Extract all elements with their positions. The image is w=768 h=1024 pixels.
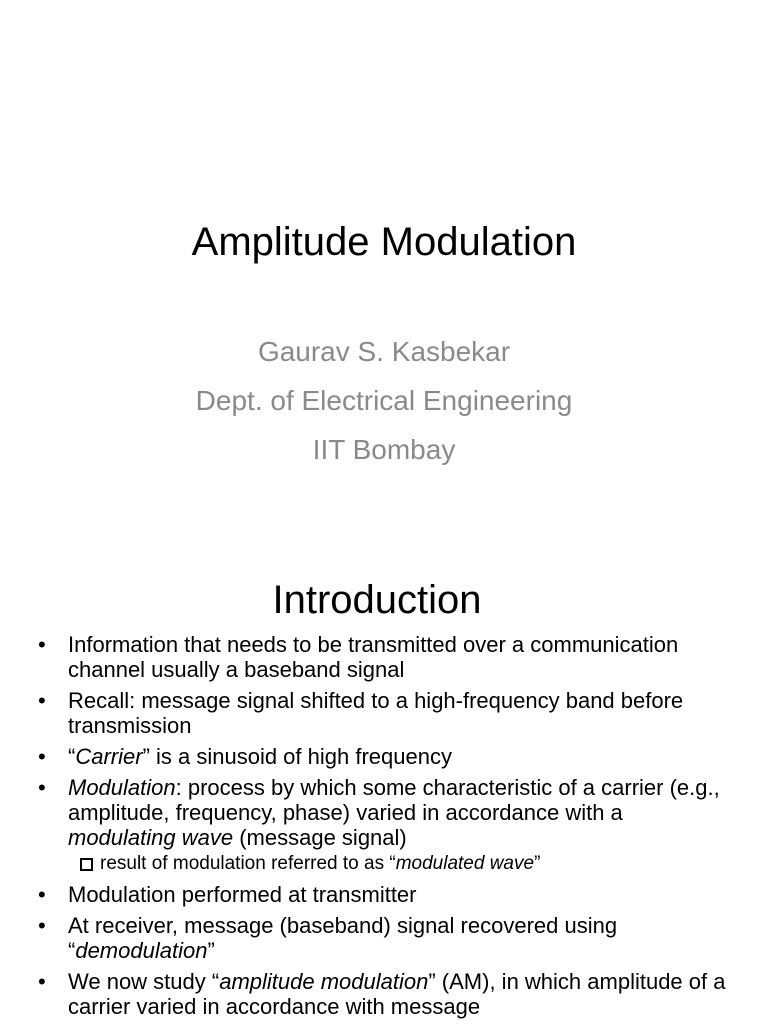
- author-name: Gaurav S. Kasbekar: [257, 336, 511, 367]
- bullet-text-part: ” is a sinusoid of high frequency: [142, 744, 452, 769]
- bullet-text-part: “: [68, 744, 76, 769]
- bullet-text-part: We now study “: [68, 969, 220, 994]
- institute-name: IIT Bombay: [312, 434, 456, 465]
- department-name: Dept. of Electrical Engineering: [195, 385, 573, 416]
- bullet-emphasis: amplitude modulation: [219, 969, 429, 994]
- sub-bullet-text-part: ”: [534, 853, 541, 874]
- bullet-item: [0, 882, 768, 907]
- bullet-icon: •: [38, 688, 46, 713]
- bullet-emphasis: modulating wave: [68, 825, 234, 850]
- bullet-icon: •: [38, 969, 46, 994]
- sub-bullet-text-part: result of modulation referred to as “: [100, 853, 396, 874]
- bullet-item: [0, 632, 768, 682]
- bullet-text-part: ” (AM), in which amplitude of a carrier varied in accordance with message: [68, 969, 726, 1019]
- bullet-icon: •: [38, 882, 46, 907]
- bullet-text: Information that needs to be transmitted over a communication channel usually a baseband signal: [68, 632, 679, 682]
- bullet-item: [0, 744, 768, 769]
- bullet-text: Modulation performed at transmitter: [68, 882, 417, 907]
- sub-bullet-emphasis: modulated wave: [395, 853, 535, 874]
- slide-title: Amplitude Modulation: [191, 220, 577, 264]
- bullet-list: [0, 632, 768, 1024]
- bullet-icon: •: [38, 632, 46, 657]
- bullet-text-part: At receiver, message (baseband) signal recovered using “: [68, 913, 618, 963]
- bullet-item: [0, 913, 768, 963]
- sub-bullet-item: [0, 852, 768, 876]
- bullet-emphasis: demodulation: [75, 938, 208, 963]
- bullet-icon: •: [38, 775, 46, 800]
- bullet-item: [0, 969, 768, 1019]
- bullet-text-part: : process by which some characteristic of a carrier (e.g., amplitude, frequency, phase) varied in accordance with a: [68, 775, 720, 825]
- bullet-item: [0, 688, 768, 738]
- bullet-emphasis: Modulation: [68, 775, 176, 800]
- bullet-text: Recall: message signal shifted to a high-frequency band before transmission: [68, 688, 684, 738]
- checkbox-bullet-icon: [80, 858, 93, 871]
- bullet-text-part: ”: [207, 938, 215, 963]
- bullet-item: [0, 775, 768, 850]
- bullet-text-part: (message signal): [233, 825, 407, 850]
- bullet-icon: •: [38, 913, 46, 938]
- section-title: Introduction: [272, 578, 482, 622]
- bullet-icon: •: [38, 744, 46, 769]
- bullet-emphasis: Carrier: [75, 744, 143, 769]
